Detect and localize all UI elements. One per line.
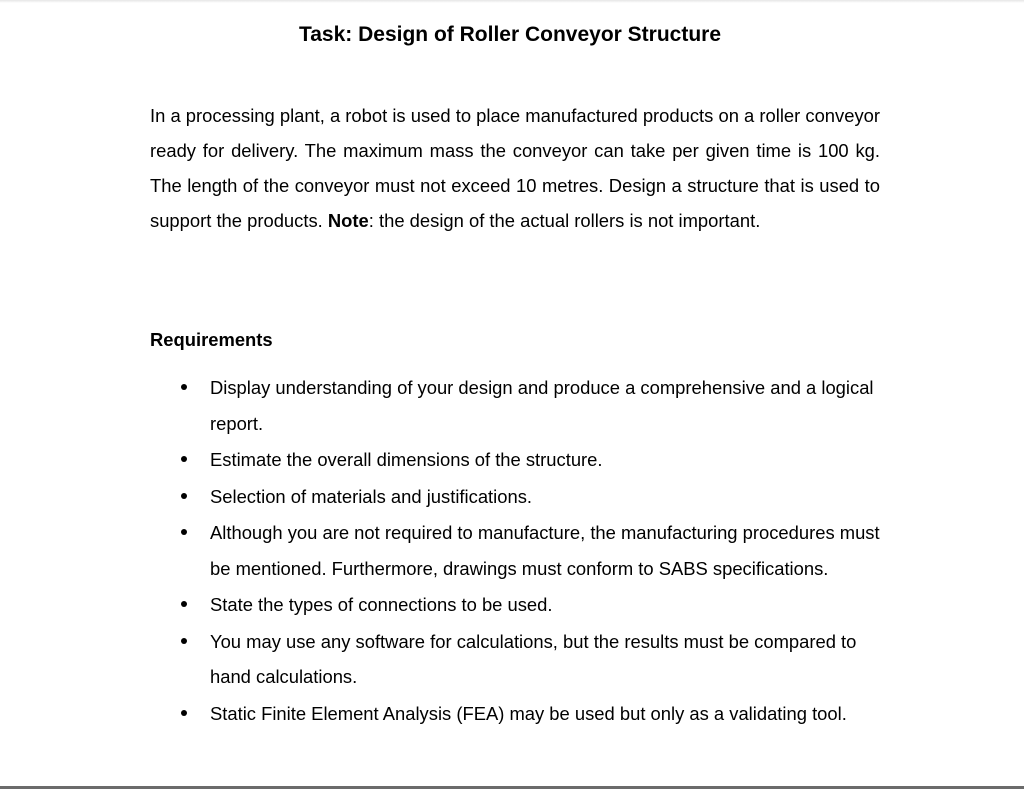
list-item-text: Static Finite Element Analysis (FEA) may be used but only as a validating tool. [210, 702, 847, 724]
page-top-edge [0, 0, 1024, 3]
note-label: Note [327, 210, 369, 231]
list-item [210, 442, 880, 478]
bullet-icon [181, 710, 187, 716]
list-item [210, 370, 880, 441]
list-item [210, 696, 880, 732]
list-item-text: Selection of materials and justifications. [210, 485, 532, 507]
bullet-icon [181, 638, 187, 644]
list-item [210, 515, 880, 586]
bullet-icon [181, 456, 187, 462]
bullet-icon [181, 529, 187, 535]
intro-text: In a processing plant, a robot is used to place manufactured products on a roller conveyor ready for delivery. The maximum mass the conveyor can take per given time is 100 kg. The length of the conveyor must not exceed 10 metres. Design a structure that is used to support the products. [150, 105, 880, 231]
list-item [210, 587, 880, 623]
bullet-icon [181, 601, 187, 607]
document-title: Task: Design of Roller Conveyor Structure [298, 23, 722, 46]
requirements-list [210, 370, 880, 732]
requirements-heading: Requirements [150, 329, 273, 350]
bullet-icon [181, 493, 187, 499]
list-item-text: Estimate the overall dimensions of the structure. [210, 449, 603, 470]
bullet-icon [181, 384, 187, 390]
list-item-text: Display understanding of your design and produce a comprehensive and a logical report. [210, 377, 874, 434]
intro-paragraph [150, 98, 880, 238]
list-item-text: State the types of connections to be used. [210, 594, 553, 615]
list-item [210, 624, 880, 695]
list-item-text: Although you are not required to manufacture, the manufacturing procedures must be mentioned. Furthermore, drawings must conform to SABS specifications. [210, 522, 880, 579]
list-item [210, 479, 880, 515]
list-item-text: You may use any software for calculations, but the results must be compared to hand calculations. [210, 630, 857, 687]
intro-note-text: : the design of the actual rollers is not important. [368, 210, 761, 231]
